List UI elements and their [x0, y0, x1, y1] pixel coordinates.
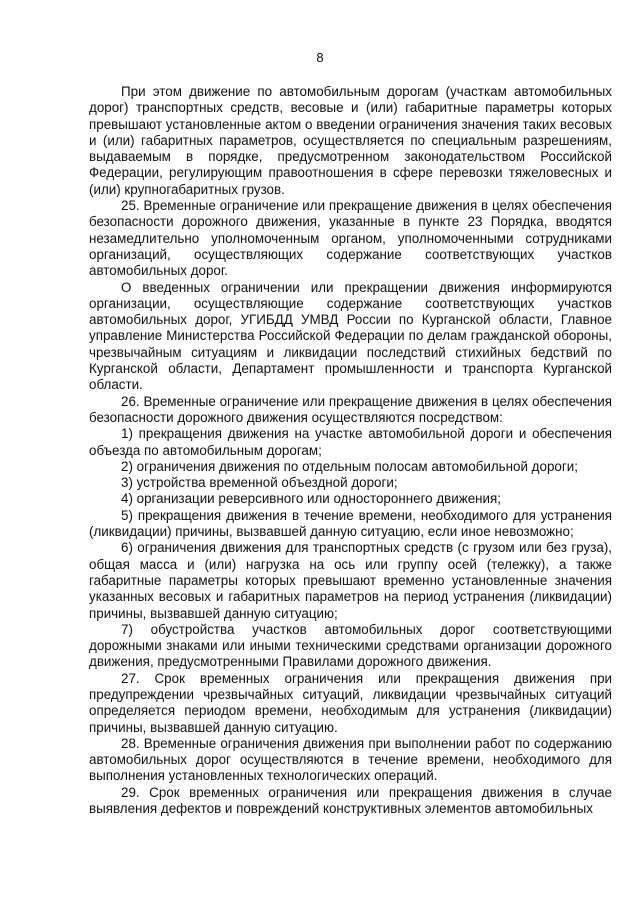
paragraph-29: 29. Срок временных ограничения или прекращения движения в случае выявления дефектов и повреждений конструктивных элементов автомобильных	[89, 784, 612, 817]
paragraph-28: 28. Временные ограничения движения при выполнении работ по содержанию автомобильных дорог осуществляются в течение времени, необходимого для выполнения установленных технологических операций.	[89, 735, 612, 784]
paragraph-intro: При этом движение по автомобильным дорогам (участкам автомобильных дорог) транспортных средств, весовые и (или) габаритные параметры которых превышают установленные актом о введении ограничения значения таких весовых и (или) габаритных параметров, осуществляется по специальным разрешениям, выдаваемым в порядке, предусмотренном законодательством Российской Федерации, регулирующим правоотношения в сфере перевозки тяжеловесных и (или) крупногабаритных грузов.	[89, 84, 612, 197]
list-item-1: 1) прекращения движения на участке автомобильной дороги и обеспечения объезда по автомобильным дорогам;	[89, 426, 612, 458]
paragraph-25: 25. Временные ограничение или прекращение движения в целях обеспечения безопасности дорожного движения, указанные в пункте 23 Порядка, вводятся незамедлительно уполномоченным органом, уполномоченными сотрудниками организаций, осуществляющих содержание соответствующих участков автомобильных дорог.	[89, 198, 612, 279]
document-body	[89, 84, 612, 817]
list-item-2: 2) ограничения движения по отдельным полосам автомобильной дороги;	[121, 458, 578, 474]
paragraph-notification: О введенных ограничении или прекращении движения информируются организации, осуществляющие содержание соответствующих участков автомобильных дорог, УГИБДД УМВД России по Курганской области, Главное управление Министерства Российской Федерации по делам гражданской обороны, чрезвычайным ситуациям и ликвидации последствий стихийных бедствий по Курганской области, Департамент промышленности и транспорта Курганской области.	[89, 279, 612, 393]
page-number: 8	[316, 50, 324, 65]
list-item-3: 3) устройства временной объездной дороги;	[121, 475, 398, 491]
paragraph-27: 27. Срок временных ограничения или прекращения движения при предупреждении чрезвычайных ситуаций, ликвидации чрезвычайных ситуаций определяется периодом времени, необходимым для устранения (ликвидации) причины, вызвавшей данную ситуацию.	[89, 670, 612, 735]
list-item-6: 6) ограничения движения для транспортных средств (с грузом или без груза), общая масса и (или) нагрузка на ось или группу осей (тележку), а также габаритные параметры которых превышают временно установленные значения указанных весовых и габаритных параметров на период устранения (ликвидации) причины, вызвавшей данную ситуацию;	[89, 540, 612, 621]
list-item-4: 4) организации реверсивного или одностороннего движения;	[121, 491, 501, 507]
list-item-5: 5) прекращения движения в течение времени, необходимого для устранения (ликвидации) причины, вызвавшей данную ситуацию, если иное невозможно;	[89, 507, 612, 540]
list-item-7: 7) обустройства участков автомобильных дорог соответствующими дорожными знаками или иными техническими средствами организации дорожного движения, предусмотренными Правилами дорожного движения.	[89, 621, 612, 670]
paragraph-26: 26. Временные ограничение или прекращение движения в целях обеспечения безопасности дорожного движения осуществляются посредством:	[89, 393, 612, 425]
